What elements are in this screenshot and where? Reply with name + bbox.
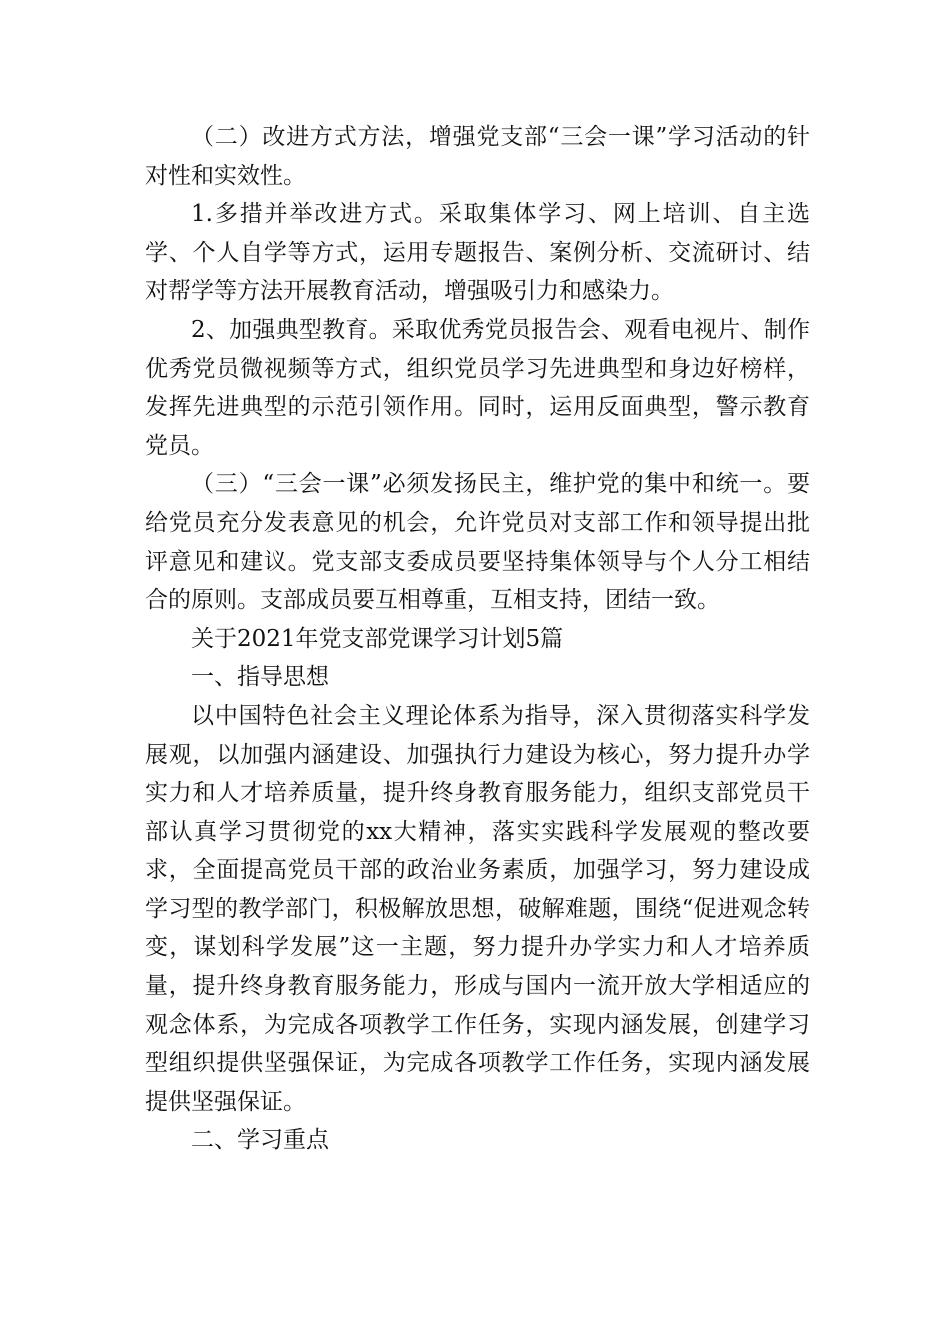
paragraph-section-2-heading: （二）改进方式方法，增强党支部“三会一课”学习活动的针对性和实效性。	[145, 124, 810, 189]
paragraph-section-3: （三）“三会一课”必须发扬民主，维护党的集中和统一。要给党员充分发表意见的机会，允许党员对支部工作和领导提出批评意见和建议。党支部支委成员要坚持集体领导与个人分工相结合的原则。支部成员要互相尊重，互相支持，团结一致。	[145, 471, 810, 614]
document-title: 关于2021年党支部党课学习计划5篇	[191, 625, 564, 652]
paragraph-item-1: 1.多措并举改进方式。采取集体学习、网上培训、自主选学、个人自学等方式，运用专题报告、案例分析、交流研讨、结对帮学等方法开展教育活动，增强吸引力和感染力。	[145, 201, 810, 305]
document-body	[145, 118, 810, 1160]
paragraph-item-2: 2、加强典型教育。采取优秀党员报告会、观看电视片、制作优秀党员微视频等方式，组织党员学习先进典型和身边好榜样，发挥先进典型的示范引领作用。同时，运用反面典型，警示教育党员。	[145, 316, 810, 459]
heading-guiding-thought: 一、指导思想	[191, 664, 329, 691]
heading-study-focus: 二、学习重点	[191, 1127, 329, 1154]
paragraph-guiding-thought: 以中国特色社会主义理论体系为指导，深入贯彻落实科学发展观，以加强内涵建设、加强执行力建设为核心，努力提升办学实力和人才培养质量，提升终身教育服务能力，组织支部党员干部认真学习贯彻党的xx大精神，落实实践科学发展观的整改要求，全面提高党员干部的政治业务素质，加强学习，努力建设成学习型的教学部门，积极解放思想，破解难题，围绕“促进观念转变，谋划科学发展”这一主题，努力提升办学实力和人才培养质量，提升终身教育服务能力，形成与国内一流开放大学相适应的观念体系，为完成各项教学工作任务，实现内涵发展，创建学习型组织提供坚强保证，为完成各项教学工作任务，实现内涵发展提供坚强保证。	[145, 702, 810, 1115]
